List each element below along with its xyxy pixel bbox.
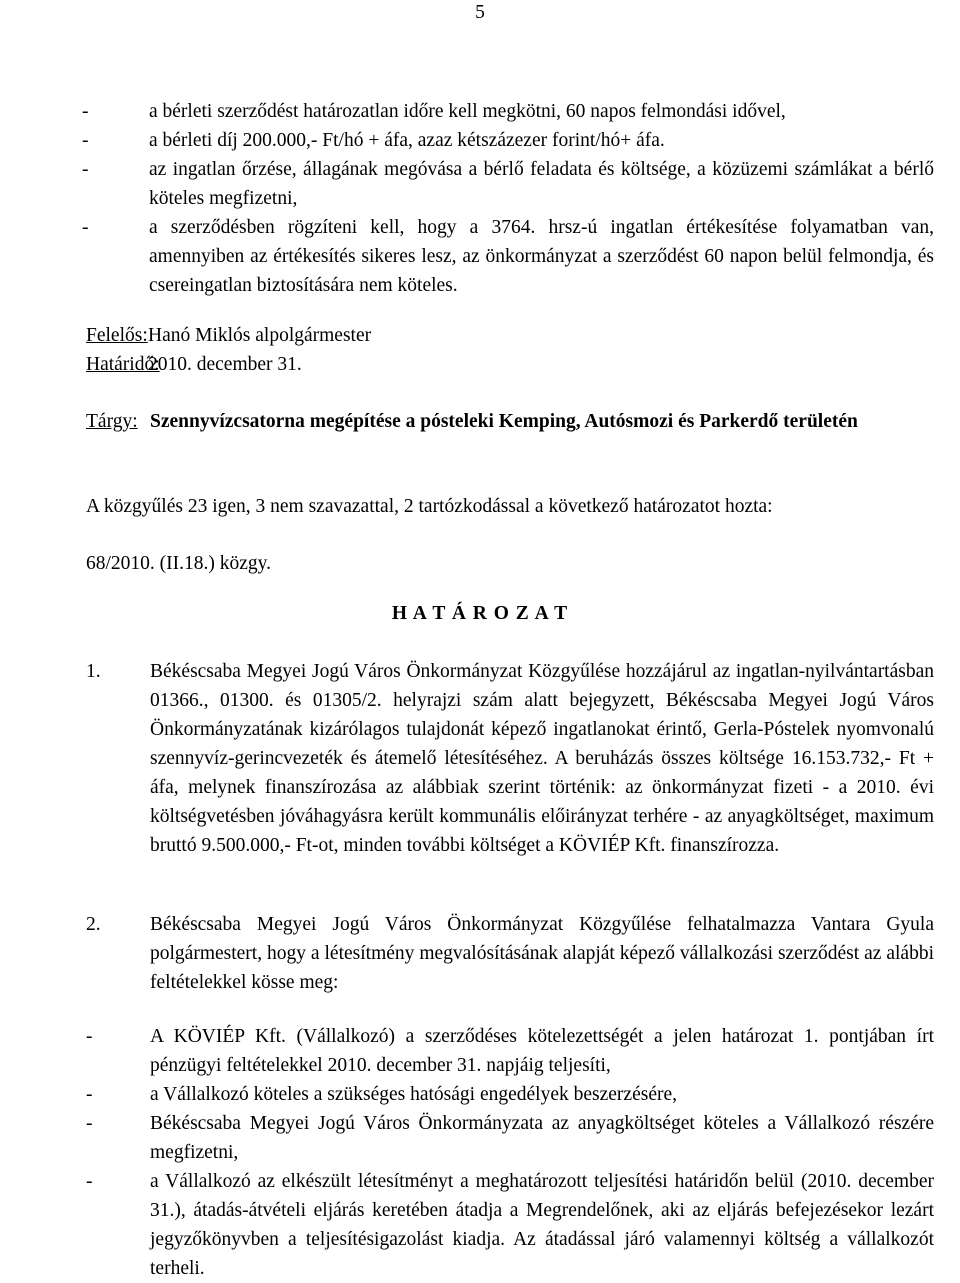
subject-row <box>86 407 934 467</box>
resolution-point-1 <box>86 657 934 892</box>
list-item <box>86 1167 934 1283</box>
list-item-text: a bérleti díj 200.000,- Ft/hó + áfa, azaz kétszázezer forint/hó+ áfa. <box>149 130 665 151</box>
contract-conditions-list <box>86 1022 934 1283</box>
list-item-text: a Vállalkozó az elkészült létesítményt a meghatározott teljesítési határidőn belül (2010. december 31.), átadás-átvételi eljárás keretében átadja a Megrendelőnek, aki az eljárás befejezésekor lezárt jegyzőkönyvben a teljesítésigazolást kiadja. Az átadással járó valamennyi költség a vállalkozót terheli. <box>150 1171 934 1279</box>
point-number: 1. <box>86 661 101 682</box>
list-item <box>82 155 934 213</box>
subject-text: Szennyvízcsatorna megépítése a pósteleki Kemping, Autósmozi és Parkerdő területén <box>150 411 858 432</box>
subject-label: Tárgy: <box>86 411 138 432</box>
vote-result: A közgyűlés 23 igen, 3 nem szavazattal, 2 tartózkodással a következő határozatot hozta: <box>86 496 773 517</box>
list-item <box>86 1080 934 1109</box>
bullet-dash: - <box>86 1171 93 1192</box>
responsible-row <box>86 321 372 350</box>
point-number: 2. <box>86 914 101 935</box>
list-item <box>82 126 934 155</box>
responsible-value: Hanó Miklós alpolgármester <box>148 325 372 346</box>
bullet-dash: - <box>82 217 89 238</box>
bullet-dash: - <box>86 1026 93 1047</box>
list-item-text: a szerződésben rögzíteni kell, hogy a 3764. hrsz-ú ingatlan értékesítése folyamatban van, amennyiben az értékesítés sikeres lesz, az önkormányzat a szerződést 60 napon belül felmondja, és csereingatlan biztosítására nem köteles. <box>149 217 934 296</box>
list-item-text: az ingatlan őrzése, állagának megóvása a bérlő feladata és költsége, a közüzemi számlákat a bérlő köteles megfizetni, <box>149 159 934 209</box>
resolution-heading: H A T Á R O Z A T <box>391 603 569 624</box>
list-item <box>82 213 934 300</box>
lease-conditions-list <box>82 97 934 300</box>
deadline-row <box>86 350 302 379</box>
point-text: Békéscsaba Megyei Jogú Város Önkormányzat Közgyűlése hozzájárul az ingatlan-nyilvántartásban 01366., 01300. és 01305/2. helyrajzi szám alatt bejegyzett, Békéscsaba Megyei Jogú Város Önkormányzatának kizárólagos tulajdonát képező ingatlanokat érintő, Gerla-Póstelek nyomvonalú szennyvíz-gerincvezeték és átemelő létesítéséhez. A beruházás összes költsége 16.153.732,- Ft + áfa, melynek finanszírozása az alábbiak szerint történik: az önkormányzat fizeti - a 2010. évi költségvetésben jóváhagyásra került kommunális előirányzat terhére - az anyagköltséget, maximum bruttó 9.500.000,- Ft-ot, minden további költséget a KÖVIÉP Kft. finanszírozza. <box>150 661 934 856</box>
bullet-dash: - <box>82 159 89 180</box>
list-item <box>82 97 934 126</box>
resolution-point-2 <box>86 910 934 1000</box>
bullet-dash: - <box>86 1113 93 1134</box>
deadline-label: Határidő: <box>86 354 160 375</box>
bullet-dash: - <box>86 1084 93 1105</box>
list-item-text: A KÖVIÉP Kft. (Vállalkozó) a szerződéses kötelezettségét a jelen határozat 1. pontjában írt pénzügyi feltételekkel 2010. december 31. napjáig teljesíti, <box>150 1026 934 1076</box>
list-item <box>86 1022 934 1080</box>
deadline-value: 2010. december 31. <box>148 354 302 375</box>
bullet-dash: - <box>82 130 89 151</box>
responsible-label: Felelős: <box>86 325 148 346</box>
list-item-text: a Vállalkozó köteles a szükséges hatósági engedélyek beszerzésére, <box>150 1084 677 1105</box>
bullet-dash: - <box>82 101 89 122</box>
point-text: Békéscsaba Megyei Jogú Város Önkormányzat Közgyűlése felhatalmazza Vantara Gyula polgármestert, hogy a létesítmény megvalósításának alapját képező vállalkozási szerződést az alábbi feltételekkel kösse meg: <box>150 914 934 993</box>
list-item <box>86 1109 934 1167</box>
page-number: 5 <box>475 2 485 23</box>
list-item-text: a bérleti szerződést határozatlan időre kell megkötni, 60 napos felmondási idővel, <box>149 101 786 122</box>
resolution-id: 68/2010. (II.18.) közgy. <box>86 553 272 574</box>
list-item-text: Békéscsaba Megyei Jogú Város Önkormányzata az anyagköltséget köteles a Vállalkozó részére megfizetni, <box>150 1113 934 1163</box>
